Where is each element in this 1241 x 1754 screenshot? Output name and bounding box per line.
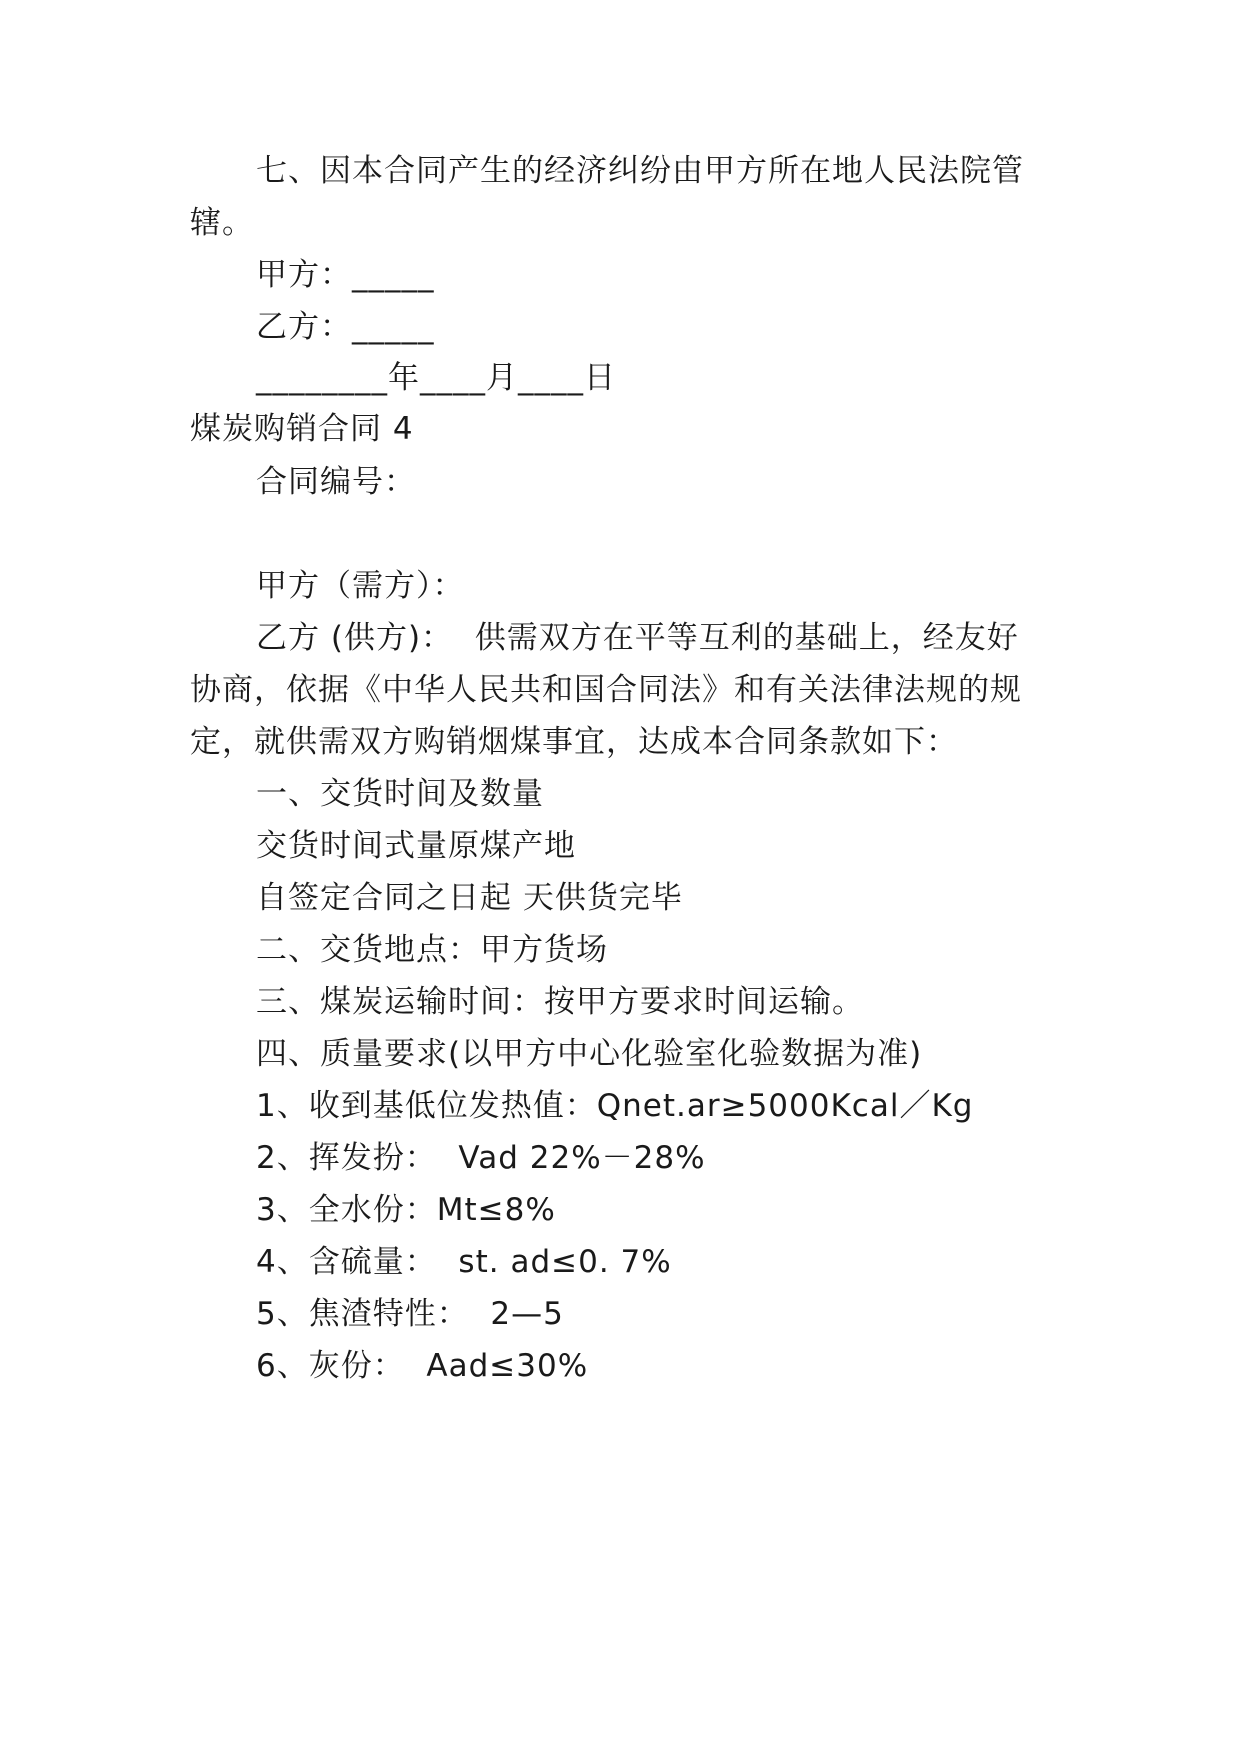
delivery-period-line: 自签定合同之日起 天供货完毕: [256, 880, 683, 916]
quality-item-5: 5、焦渣特性： 2—5: [256, 1296, 564, 1332]
preamble-line-2: 协商，依据《中华人民共和国合同法》和有关法律法规的规: [190, 672, 1022, 708]
quality-item-2: 2、挥发扮： Vad 22%－28%: [256, 1140, 706, 1176]
section-two-heading: 二、交货地点：甲方货场: [256, 932, 608, 968]
section-three-heading: 三、煤炭运输时间：按甲方要求时间运输。: [256, 984, 864, 1020]
quality-item-6: 6、灰份： Aad≤30%: [256, 1348, 589, 1384]
quality-item-3: 3、全水份：Mt≤8%: [256, 1192, 556, 1228]
party-b-signature-line: 乙方：_____: [256, 309, 435, 345]
preamble-line-3: 定，就供需双方购销烟煤事宜，达成本合同条款如下：: [190, 724, 958, 760]
clause-seven-line-1: 七、因本合同产生的经济纠纷由甲方所在地人民法院管: [256, 153, 1024, 189]
section-one-heading: 一、交货时间及数量: [256, 776, 544, 812]
clause-seven-line-2: 辖。: [190, 205, 254, 241]
party-a-buyer-label: 甲方（需方）：: [256, 568, 465, 604]
party-a-signature-line: 甲方：_____: [256, 257, 435, 293]
section-four-heading: 四、质量要求(以甲方中心化验室化验数据为准): [256, 1036, 923, 1072]
contract-title: 煤炭购销合同 4: [190, 411, 414, 447]
preamble-line-1: 乙方 (供方)： 供需双方在平等互利的基础上，经友好: [256, 620, 1019, 656]
delivery-table-header: 交货时间式量原煤产地: [256, 828, 576, 864]
date-line: ________年____月____日: [256, 360, 616, 396]
contract-number-label: 合同编号：: [256, 464, 416, 500]
quality-item-1: 1、收到基低位发热值：Qnet.ar≥5000Kcal／Kg: [256, 1088, 974, 1124]
quality-item-4: 4、含硫量： st. ad≤0. 7%: [256, 1244, 672, 1280]
